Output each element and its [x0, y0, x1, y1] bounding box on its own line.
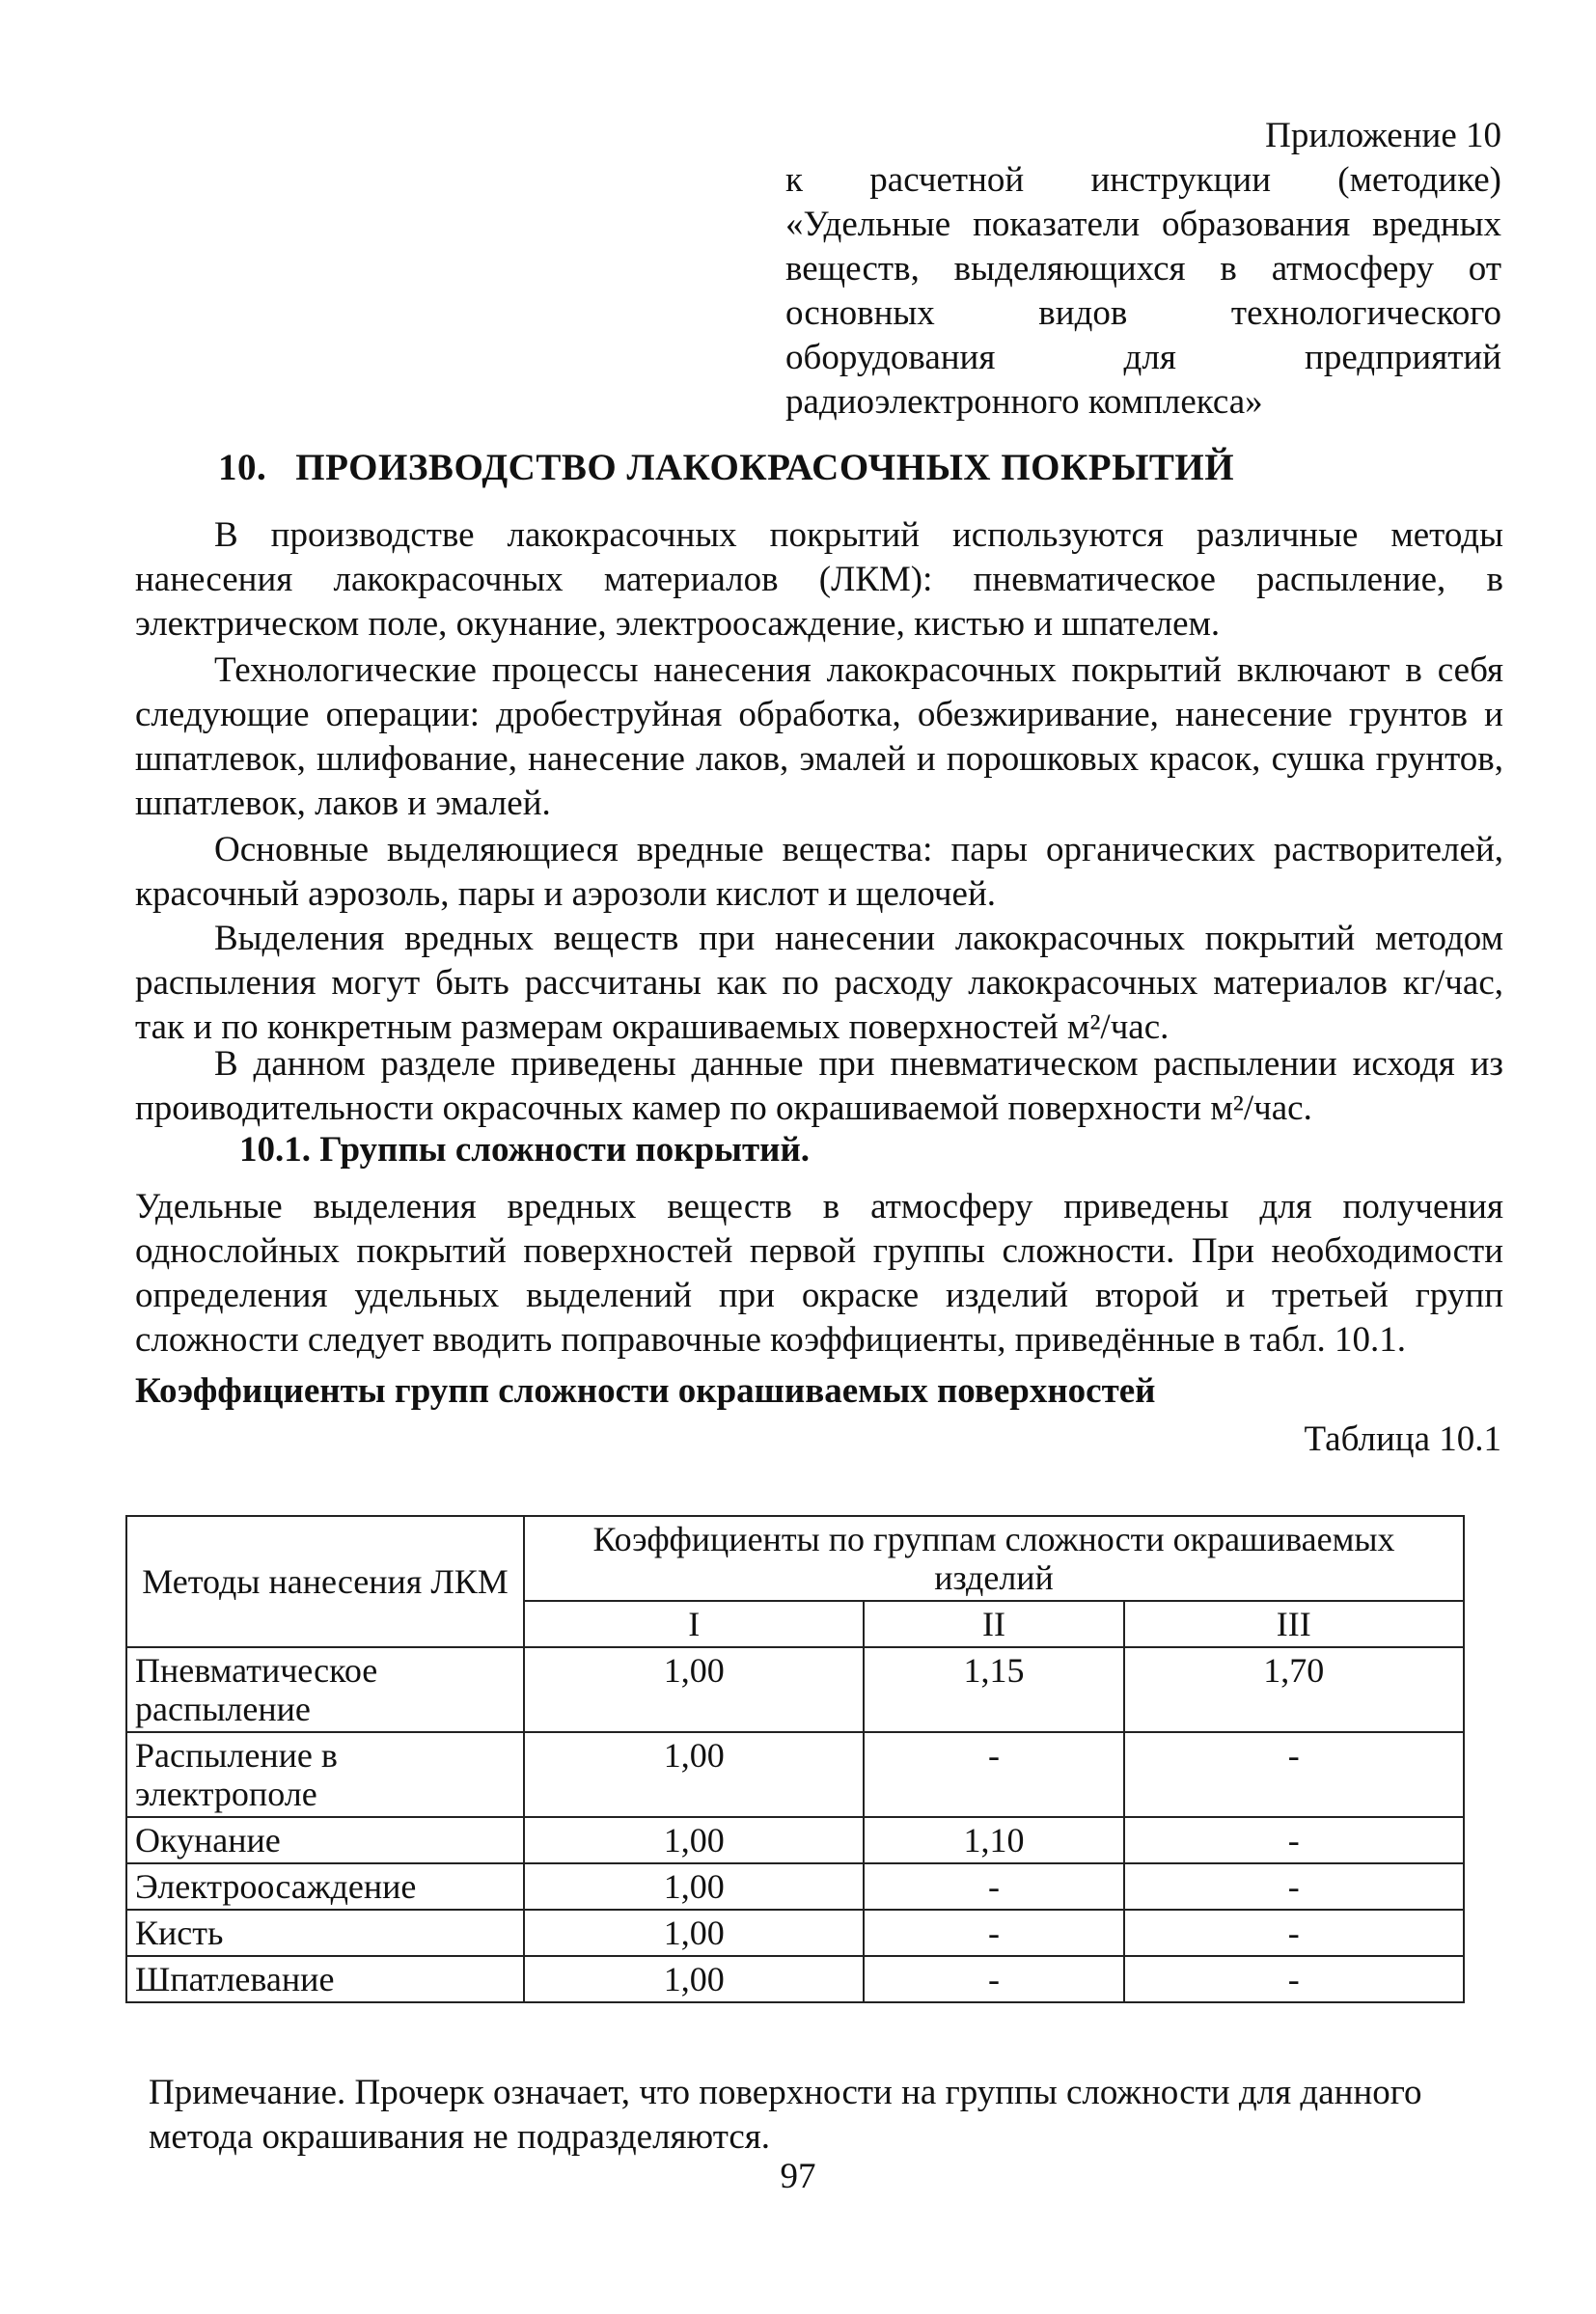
value-cell: - [864, 1732, 1123, 1817]
header-coefficients: Коэффициенты по группам сложности окрашиваемых изделий [524, 1516, 1464, 1601]
method-cell: Окунание [126, 1817, 524, 1863]
header-group-3: III [1124, 1601, 1464, 1647]
subsection-heading: 10.1. Группы сложности покрытий. [239, 1130, 811, 1170]
method-cell: Шпатлевание [126, 1956, 524, 2002]
table-caption: Коэффициенты групп сложности окрашиваемых поверхностей [135, 1371, 1156, 1411]
paragraph: В производстве лакокрасочных покрытий используются различные методы нанесения лакокрасочных материалов (ЛКМ): пневматическое распыление, в электрическом поле, окунание, электроосаждение, кистью и шпателем. [135, 515, 1503, 644]
appendix-label: Приложение 10 [1265, 116, 1501, 155]
paragraph: Основные выделяющиеся вредные вещества: пары органических растворителей, красочный аэрозоль, пары и аэрозоли кислот и щелочей. [135, 830, 1503, 914]
appendix-reference [785, 114, 1501, 425]
value-cell: 1,10 [864, 1817, 1123, 1863]
subsection-paragraph: Удельные выделения вредных веществ в атмосферу приведены для получения однослойных покрытий поверхностей первой группы сложности. При необходимости определения удельных выделений при окраске изделий второй и третьей групп сложности следует вводить поправочные коэффициенты, приведённые в табл. 10.1. [135, 1187, 1503, 1360]
method-cell: Кисть [126, 1910, 524, 1956]
value-cell: - [1124, 1910, 1464, 1956]
method-cell: Электроосаждение [126, 1863, 524, 1910]
value-cell: - [864, 1956, 1123, 2002]
table-header-row [126, 1516, 1464, 1601]
paragraph: В данном разделе приведены данные при пневматическом распылении исходя из проиводительности окрасочных камер по окрашиваемой поверхности м²/час. [135, 1044, 1503, 1128]
section-title: ПРОИЗВОДСТВО ЛАКОКРАСОЧНЫХ ПОКРЫТИЙ [295, 447, 1235, 488]
value-cell: 1,15 [864, 1647, 1123, 1732]
value-cell: - [1124, 1817, 1464, 1863]
value-cell: 1,00 [524, 1732, 864, 1817]
header-group-2: II [864, 1601, 1123, 1647]
table-row [126, 1956, 1464, 2002]
paragraph: Выделения вредных веществ при нанесении лакокрасочных покрытий методом распыления могут быть рассчитаны как по расходу лакокрасочных материалов кг/час, так и по конкретным размерам окрашиваемых поверхностей м²/час. [135, 919, 1503, 1047]
value-cell: 1,00 [524, 1817, 864, 1863]
value-cell: 1,00 [524, 1956, 864, 2002]
appendix-description: к расчетной инструкции (методике) «Удельные показатели образования вредных веществ, выделяющихся в атмосферу от основных видов технологического оборудования для предприятий радиоэлектронного комплекса» [785, 160, 1501, 422]
page-number: 97 [780, 2157, 816, 2196]
value-cell: - [1124, 1956, 1464, 2002]
table-note: Примечание. Прочерк означает, что поверхности на группы сложности для данного метода окрашивания не подразделяются. [149, 2073, 1422, 2157]
value-cell: - [1124, 1863, 1464, 1910]
table-row [126, 1732, 1464, 1817]
value-cell: 1,00 [524, 1910, 864, 1956]
value-cell: 1,00 [524, 1647, 864, 1732]
value-cell: - [864, 1910, 1123, 1956]
coefficients-table [125, 1515, 1465, 2003]
value-cell: - [1124, 1732, 1464, 1817]
header-method: Методы нанесения ЛКМ [126, 1516, 524, 1647]
paragraph: Технологические процессы нанесения лакокрасочных покрытий включают в себя следующие операции: дробеструйная обработка, обезжиривание, нанесение грунтов и шпатлевок, шлифование, нанесение лаков, эмалей и порошковых красок, сушка грунтов, шпатлевок, лаков и эмалей. [135, 650, 1503, 823]
section-heading [218, 446, 1472, 489]
method-cell: Распыление в электрополе [126, 1732, 524, 1817]
table-row [126, 1863, 1464, 1910]
header-group-1: I [524, 1601, 864, 1647]
method-cell: Пневматическое распыление [126, 1647, 524, 1732]
value-cell: 1,00 [524, 1863, 864, 1910]
value-cell: 1,70 [1124, 1647, 1464, 1732]
table-row [126, 1817, 1464, 1863]
value-cell: - [864, 1863, 1123, 1910]
section-number: 10. [218, 447, 267, 488]
table-number: Таблица 10.1 [1304, 1419, 1501, 1459]
table-row [126, 1910, 1464, 1956]
table-row [126, 1647, 1464, 1732]
